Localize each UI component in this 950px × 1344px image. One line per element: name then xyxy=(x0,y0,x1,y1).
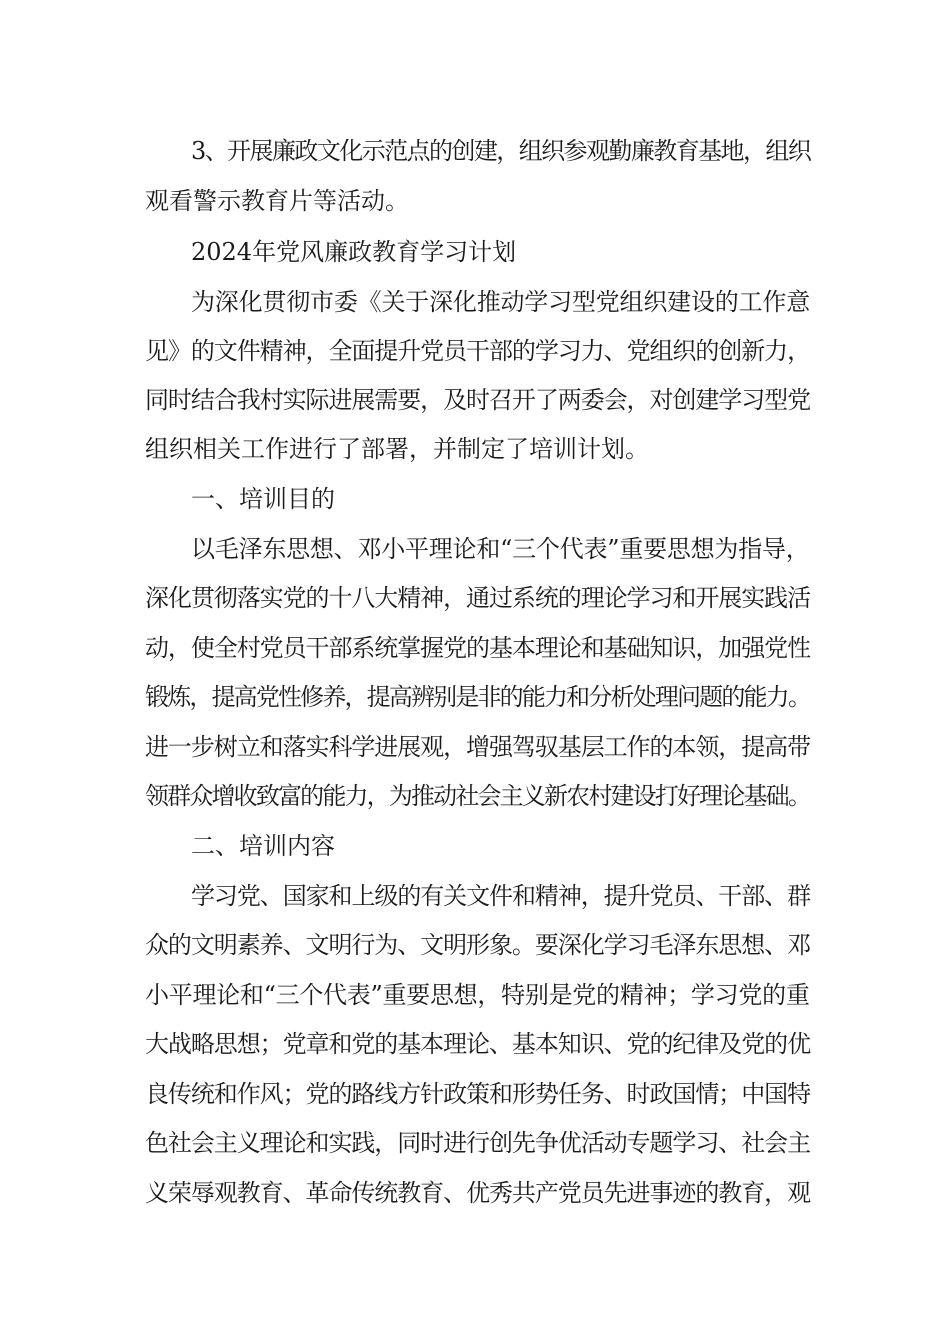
text-line: 以毛泽东思想、邓小平理论和“三个代表”重要思想为指导， xyxy=(191,535,810,563)
section-heading: 二、培训内容 xyxy=(191,832,335,860)
text-line: 小平理论和“三个代表”重要思想，特别是党的精神；学习党的重 xyxy=(145,981,810,1009)
text-line: 锻炼，提高党性修养，提高辨别是非的能力和分析处理问题的能力。 xyxy=(145,683,810,711)
text-line: 众的文明素养、文明行为、文明形象。要深化学习毛泽东思想、邓 xyxy=(145,931,810,959)
text-line: 进一步树立和落实科学进展观，增强驾驭基层工作的本领，提高带 xyxy=(145,733,810,761)
text-line: 组织相关工作进行了部署，并制定了培训计划。 xyxy=(145,435,649,463)
text-line: 观看警示教育片等活动。 xyxy=(145,187,409,215)
text-line: 3、开展廉政文化示范点的创建，组织参观勤廉教育基地，组织 xyxy=(191,137,811,165)
text-line: 见》的文件精神，全面提升党员干部的学习力、党组织的创新力， xyxy=(145,337,810,365)
section-heading: 一、培训目的 xyxy=(191,485,335,513)
text-line: 同时结合我村实际进展需要，及时召开了两委会，对创建学习型党 xyxy=(145,386,810,414)
text-line: 学习党、国家和上级的有关文件和精神，提升党员、干部、群 xyxy=(191,882,810,910)
text-line: 动，使全村党员干部系统掌握党的基本理论和基础知识，加强党性 xyxy=(145,634,810,662)
section-title: 2024年党风廉政教育学习计划 xyxy=(191,238,517,266)
text-line: 良传统和作风；党的路线方针政策和形势任务、时政国情；中国特 xyxy=(145,1080,810,1108)
text-line: 为深化贯彻市委《关于深化推动学习型党组织建设的工作意 xyxy=(191,288,810,316)
text-line: 领群众增收致富的能力，为推动社会主义新农村建设打好理论基础。 xyxy=(145,782,810,810)
text-line: 深化贯彻落实党的十八大精神，通过系统的理论学习和开展实践活 xyxy=(145,584,810,612)
text-line: 义荣辱观教育、革命传统教育、优秀共产党员先进事迹的教育，观 xyxy=(145,1179,810,1207)
text-line: 大战略思想；党章和党的基本理论、基本知识、党的纪律及党的优 xyxy=(145,1030,810,1058)
text-line: 色社会主义理论和实践，同时进行创先争优活动专题学习、社会主 xyxy=(145,1129,810,1157)
